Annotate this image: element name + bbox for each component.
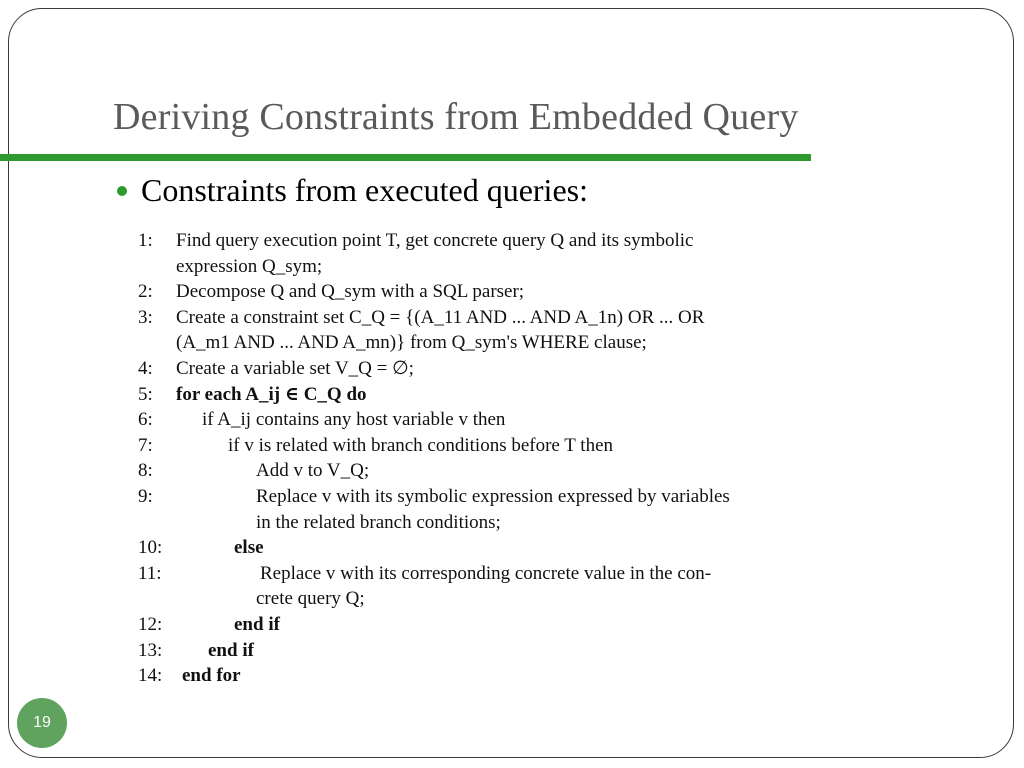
- algorithm-line: [138, 382, 838, 408]
- algorithm-line: [138, 535, 838, 561]
- line-number: [138, 510, 176, 536]
- line-number: [138, 330, 176, 356]
- line-text: end for: [182, 665, 241, 687]
- line-number: 1:: [138, 230, 153, 251]
- line-number: 8:: [138, 460, 153, 482]
- algorithm-line: [138, 612, 838, 638]
- algorithm-line: [138, 356, 838, 382]
- algorithm-line: [138, 458, 838, 484]
- line-text: Find query execution point T, get concrete query Q and its symbolic: [176, 230, 694, 251]
- line-text: crete query Q;: [256, 588, 365, 610]
- line-number: 10:: [138, 537, 163, 559]
- line-number: 6:: [138, 409, 153, 431]
- line-text: if v is related with branch conditions before T then: [228, 434, 614, 456]
- bullet-dot-icon: [117, 186, 127, 196]
- algorithm-line: [138, 254, 838, 280]
- title-underline: [0, 154, 811, 161]
- line-number: 5:: [138, 383, 153, 405]
- line-number: [138, 254, 176, 280]
- line-number: 7:: [138, 434, 153, 456]
- line-number: [138, 586, 176, 612]
- line-text: Create a constraint set C_Q = {(A_11 AND ... AND A_1n) OR ... OR: [176, 306, 705, 328]
- line-text: Add v to V_Q;: [256, 460, 370, 482]
- line-number: 3:: [138, 306, 153, 328]
- line-number: 13:: [138, 639, 163, 661]
- line-text: for each A_ij ∈ C_Q do: [176, 383, 367, 405]
- line-text: Replace v with its corresponding concrete value in the con-: [260, 562, 712, 584]
- line-text: expression Q_sym;: [176, 255, 323, 277]
- algorithm-line: [138, 586, 838, 612]
- algorithm-line: [138, 561, 838, 587]
- algorithm-listing: [138, 228, 838, 689]
- algorithm-line: [138, 433, 838, 459]
- algorithm-line: [138, 279, 838, 305]
- bullet-item: [117, 172, 588, 209]
- algorithm-line: [138, 484, 838, 510]
- algorithm-line: [138, 407, 838, 433]
- page-number-badge: 19: [17, 698, 67, 748]
- bullet-text: Constraints from executed queries:: [141, 172, 588, 208]
- line-text: end if: [234, 613, 280, 635]
- line-number: 11:: [138, 562, 162, 584]
- algorithm-line: [138, 510, 838, 536]
- line-text: Decompose Q and Q_sym with a SQL parser;: [176, 281, 525, 303]
- slide-title: Deriving Constraints from Embedded Query: [113, 96, 799, 138]
- line-text: else: [234, 537, 264, 559]
- line-text: Replace v with its symbolic expression expressed by variables: [256, 485, 730, 507]
- line-number: 2:: [138, 281, 153, 303]
- line-number: 4:: [138, 357, 153, 379]
- line-text: if A_ij contains any host variable v then: [202, 409, 506, 431]
- algorithm-line: [138, 663, 838, 689]
- line-text: in the related branch conditions;: [256, 511, 501, 533]
- algorithm-line: [138, 305, 838, 331]
- algorithm-line: [138, 638, 838, 664]
- line-number: 12:: [138, 613, 163, 635]
- algorithm-line: [138, 228, 838, 254]
- line-number: 9:: [138, 485, 153, 507]
- line-text: end if: [208, 639, 254, 661]
- line-number: 14:: [138, 665, 163, 687]
- algorithm-line: [138, 330, 838, 356]
- line-text: Create a variable set V_Q = ∅;: [176, 357, 414, 379]
- line-text: (A_m1 AND ... AND A_mn)} from Q_sym's WHERE clause;: [176, 332, 647, 354]
